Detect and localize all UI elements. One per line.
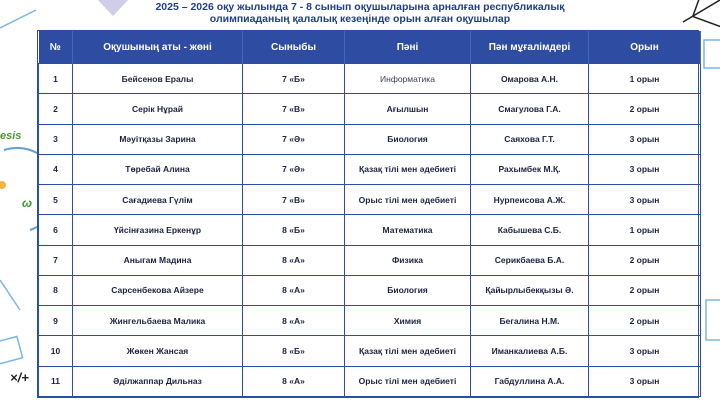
operators-symbol: ×/+ <box>10 370 29 385</box>
table-row <box>39 336 701 366</box>
cell-class: 7 «Ә» <box>243 124 345 154</box>
cell-place: 3 орын <box>589 366 701 396</box>
cell-subject: Қазақ тілі мен әдебиеті <box>345 336 471 366</box>
cell-teacher: Серикбаева Б.А. <box>471 245 589 275</box>
cell-subject: Химия <box>345 306 471 336</box>
cell-number: 5 <box>39 185 73 215</box>
cell-place: 3 орын <box>589 124 701 154</box>
header-subject: Пәні <box>345 31 471 64</box>
header-class: Сыныбы <box>243 31 345 64</box>
table-row <box>39 275 701 305</box>
cell-number: 3 <box>39 124 73 154</box>
cell-subject: Информатика <box>345 64 471 94</box>
cell-subject: Биология <box>345 124 471 154</box>
cell-teacher: Саяхова Г.Т. <box>471 124 589 154</box>
cell-student-name: Серік Нұрай <box>73 94 243 124</box>
results-table-container <box>37 30 699 398</box>
cell-number: 7 <box>39 245 73 275</box>
cell-teacher: Рахымбек М.Қ. <box>471 154 589 184</box>
cell-number: 4 <box>39 154 73 184</box>
cell-class: 7 «Ә» <box>243 154 345 184</box>
cell-student-name: Жингельбаева Малика <box>73 306 243 336</box>
table-row <box>39 94 701 124</box>
table-header-row <box>39 31 701 64</box>
cell-place: 3 орын <box>589 336 701 366</box>
triangle-decor-icon <box>98 0 128 16</box>
cell-subject: Орыс тілі мен әдебиеті <box>345 366 471 396</box>
cell-student-name: Жөкен Жансая <box>73 336 243 366</box>
cell-teacher: Қайырлыбекқызы Ә. <box>471 275 589 305</box>
cell-class: 7 «В» <box>243 185 345 215</box>
table-row <box>39 306 701 336</box>
table-row <box>39 366 701 396</box>
cell-place: 2 орын <box>589 94 701 124</box>
cell-place: 2 орын <box>589 306 701 336</box>
cell-class: 8 «Б» <box>243 215 345 245</box>
cell-teacher: Бегалина Н.М. <box>471 306 589 336</box>
cell-place: 2 орын <box>589 245 701 275</box>
header-number: № <box>39 31 73 64</box>
cell-student-name: Мәуітқазы Зарина <box>73 124 243 154</box>
results-table <box>38 31 701 397</box>
cell-subject: Математика <box>345 215 471 245</box>
table-row <box>39 185 701 215</box>
cell-class: 7 «В» <box>243 94 345 124</box>
cell-class: 8 «Б» <box>243 336 345 366</box>
cell-number: 1 <box>39 64 73 94</box>
cell-subject: Қазақ тілі мен әдебиеті <box>345 154 471 184</box>
table-row <box>39 154 701 184</box>
page-title <box>140 2 580 25</box>
cell-class: 8 «А» <box>243 366 345 396</box>
cell-place: 3 орын <box>589 185 701 215</box>
title-line-1: 2025 – 2026 оқу жылында 7 - 8 сынып оқушыларына арналған республикалық <box>155 1 565 13</box>
header-student-name: Оқушының аты - жөні <box>73 31 243 64</box>
header-place: Орын <box>589 31 701 64</box>
cell-student-name: Сағадиева Гүлім <box>73 185 243 215</box>
cell-class: 8 «А» <box>243 306 345 336</box>
cell-place: 3 орын <box>589 154 701 184</box>
cell-number: 2 <box>39 94 73 124</box>
title-line-2: олимпиаданың қалалық кезеңінде орын алған оқушылар <box>209 12 511 25</box>
cell-subject: Орыс тілі мен әдебиеті <box>345 185 471 215</box>
cell-teacher: Нурпеисова А.Ж. <box>471 185 589 215</box>
table-row <box>39 64 701 94</box>
cell-class: 8 «А» <box>243 275 345 305</box>
cell-subject: Физика <box>345 245 471 275</box>
cell-student-name: Төребай Алина <box>73 154 243 184</box>
cell-student-name: Әділжаппар Дильназ <box>73 366 243 396</box>
cell-teacher: Смагулова Г.А. <box>471 94 589 124</box>
cell-student-name: Аныгам Мадина <box>73 245 243 275</box>
cell-number: 9 <box>39 306 73 336</box>
cell-student-name: Үйсінғазина Еркенұр <box>73 215 243 245</box>
cell-teacher: Габдуллина А.А. <box>471 366 589 396</box>
side-decor-text: esis <box>0 130 22 142</box>
cell-teacher: Кабышева С.Б. <box>471 215 589 245</box>
header-teacher: Пән мұғалімдері <box>471 31 589 64</box>
cell-subject: Биология <box>345 275 471 305</box>
cell-student-name: Сарсенбекова Айзере <box>73 275 243 305</box>
cell-number: 11 <box>39 366 73 396</box>
cell-number: 8 <box>39 275 73 305</box>
cell-subject: Ағылшын <box>345 94 471 124</box>
table-row <box>39 124 701 154</box>
table-row <box>39 215 701 245</box>
cell-teacher: Иманкалиева А.Б. <box>471 336 589 366</box>
cell-place: 1 орын <box>589 64 701 94</box>
cell-place: 2 орын <box>589 275 701 305</box>
cell-number: 6 <box>39 215 73 245</box>
cell-number: 10 <box>39 336 73 366</box>
cell-teacher: Омарова А.Н. <box>471 64 589 94</box>
omega-symbol: ω <box>22 196 33 210</box>
table-row <box>39 245 701 275</box>
cell-place: 1 орын <box>589 215 701 245</box>
cell-class: 7 «Б» <box>243 64 345 94</box>
cell-student-name: Бейсенов Ералы <box>73 64 243 94</box>
cell-class: 8 «А» <box>243 245 345 275</box>
